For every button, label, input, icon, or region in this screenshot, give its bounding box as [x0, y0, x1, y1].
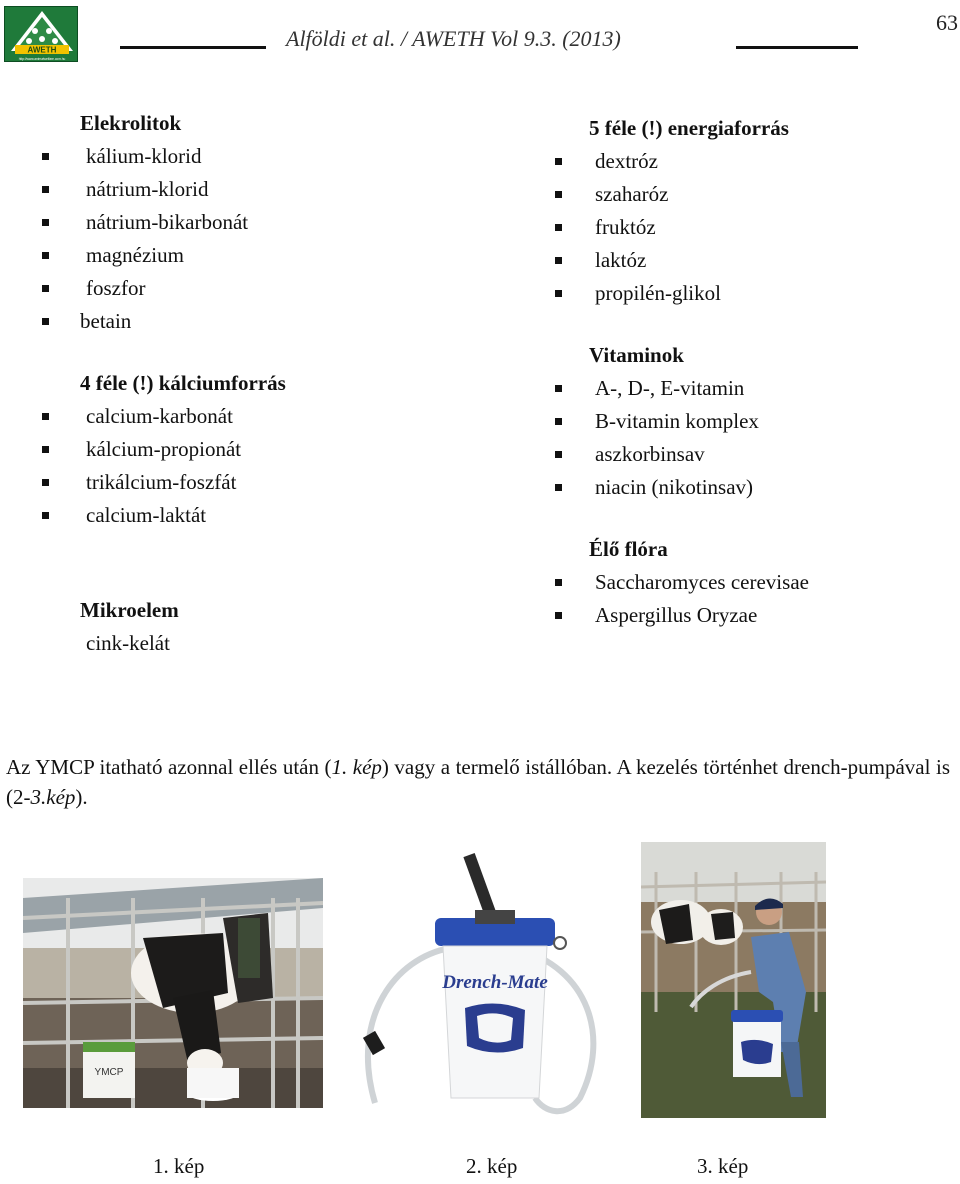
header-rule-left: [120, 46, 266, 49]
photo-farmer-drenching: [641, 842, 826, 1118]
bucket-brand-label: Drench-Mate: [442, 972, 548, 993]
electrolytes-title: Elekrolitok: [80, 111, 182, 135]
list-item: kálcium-propionát: [80, 433, 286, 466]
small-bucket-label: YMCP: [94, 1067, 124, 1078]
list-item: Aspergillus Oryzae: [589, 599, 809, 632]
list-item: szaharóz: [589, 178, 809, 211]
live-flora-title: Élő flóra: [589, 537, 668, 561]
logo-url: http://www.animalwelfare.com.hu: [18, 57, 66, 61]
header-rule-right: [736, 46, 858, 49]
left-ingredient-column: [80, 107, 286, 660]
calcium-list: [80, 400, 286, 532]
trace-element-title: Mikroelem: [80, 598, 179, 622]
photo-cow-drinking: [23, 878, 323, 1108]
calcium-title: 4 féle (!) kálciumforrás: [80, 371, 286, 395]
figure-ref: 1. kép: [331, 755, 382, 779]
paragraph-text: Az YMCP itatható azonnal ellés után (: [6, 755, 332, 779]
energy-list: [589, 145, 809, 310]
vitamins-title: Vitaminok: [589, 343, 684, 367]
list-item: aszkorbinsav: [589, 438, 809, 471]
running-head: Alföldi et al. / AWETH Vol 9.3. (2013): [286, 26, 621, 51]
list-item: propilén-glikol: [589, 277, 809, 310]
list-item: foszfor: [80, 272, 286, 305]
page-number: 63: [936, 10, 958, 35]
list-item: fruktóz: [589, 211, 809, 244]
list-item: niacin (nikotinsav): [589, 471, 809, 504]
trace-element-item: cink-kelát: [86, 631, 170, 655]
list-item: nátrium-klorid: [80, 173, 286, 206]
paragraph-text: ).: [75, 785, 88, 809]
list-item: betain: [80, 305, 286, 338]
list-item: trikálcium-foszfát: [80, 466, 286, 499]
energy-title: 5 féle (!) energiaforrás: [589, 116, 789, 140]
electrolytes-list: [80, 140, 286, 338]
journal-logo: [4, 6, 78, 62]
body-paragraph: [6, 752, 950, 812]
list-item: dextróz: [589, 145, 809, 178]
right-ingredient-column: [589, 112, 809, 632]
figure-ref: 3.kép: [30, 785, 76, 809]
caption-1: 1. kép: [153, 1154, 205, 1178]
logo-text: AWETH: [27, 45, 57, 55]
list-item: magnézium: [80, 239, 286, 272]
paragraph-text: ) vagy a termelő istállóban. A kezelés történhet drench-pumpával is (2-: [6, 755, 950, 809]
list-item: B-vitamin komplex: [589, 405, 809, 438]
live-flora-list: [589, 566, 809, 632]
list-item: laktóz: [589, 244, 809, 277]
list-item: nátrium-bikarbonát: [80, 206, 286, 239]
photo-drench-pump: [355, 848, 627, 1118]
caption-2: 2. kép: [466, 1154, 518, 1178]
list-item: Saccharomyces cerevisae: [589, 566, 809, 599]
list-item: kálium-klorid: [80, 140, 286, 173]
caption-3: 3. kép: [697, 1154, 749, 1178]
vitamins-list: [589, 372, 809, 504]
list-item: calcium-laktát: [80, 499, 286, 532]
list-item: calcium-karbonát: [80, 400, 286, 433]
list-item: A-, D-, E-vitamin: [589, 372, 809, 405]
